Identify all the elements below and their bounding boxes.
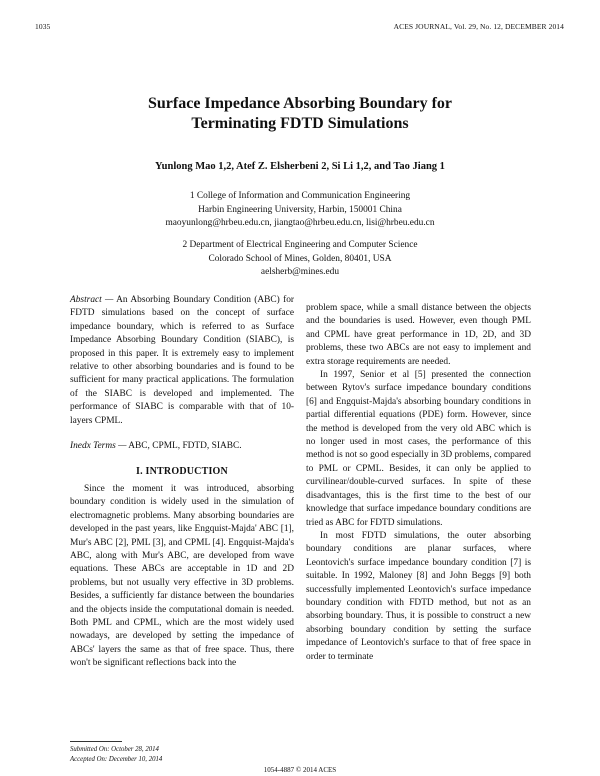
left-column <box>70 294 294 671</box>
abstract <box>70 294 294 428</box>
affiliation-1-line-2: Harbin Engineering University, Harbin, 150001 China <box>198 204 402 215</box>
title-line-1: Surface Impedance Absorbing Boundary for <box>147 95 453 112</box>
intro-paragraph-2: In 1997, Senior et al [5] presented the connection between Rytov's surface impedance boundary conditions [6] and Engquist-Majda's absorbing boundary conditions in partial differential equations (PDE) form. However, since the method is developed from the very old ABC which is no longer used in most cases, the performance of this method is not so good especially in 3D problems, compared to PML or CPML. Besides, it can only be applied to curvilinear/double-curved surfaces. In spite of these disadvantages, this is the first time to the best of our knowledge that surface impedance boundary conditions are tried as ABC for FDTD simulations. <box>306 370 531 528</box>
affiliation-2 <box>0 239 600 280</box>
submission-dates <box>70 745 162 764</box>
affiliation-2-email: aelsherb@mines.edu <box>260 267 340 278</box>
paper-title <box>0 94 600 134</box>
affiliation-1-line-1: 1 College of Information and Communication Engineering <box>189 191 411 201</box>
intro-paragraph-3: In most FDTD simulations, the outer absorbing boundary conditions are planar surfaces, where Leontovich's surface impedance boundary condition [7] is suitable. In 1992, Maloney [8] and John Beggs [9] both successfully implemented Leontovich's surface impedance boundary condition with FDTD method, but not as an absorbing boundary. Thus, it is possible to construct a new absorbing boundary condition by setting the surface impedance of Leontovich's surface to that of free space in order to terminate <box>306 530 531 662</box>
section-heading-introduction: I. INTRODUCTION <box>136 466 228 478</box>
intro-paragraph-1-continued: problem space, while a small distance between the objects and the boundaries is used. However, even though PML and CPML have great performance in 1D, 2D, and 3D problems, these two ABCs are not easy to implement and extra storage requirements are needed. <box>306 303 531 367</box>
index-terms-label: Inedx Terms — <box>70 441 127 452</box>
abstract-text: An Absorbing Boundary Condition (ABC) for FDTD simulations based on the concept of surface impedance boundary, which is referred to as Surface Impedance Absorbing Boundary Condition (SIABC), is proposed in this paper. It is extremely easy to implement relative to other absorbing boundaries and is found to be sufficient for many practical applications. The formulation of the SIABC is developed and implemented. The performance of SIABC is comparable with that of 10-layers CPML. <box>70 295 295 426</box>
copyright-footer: 1054-4887 © 2014 ACES <box>263 766 337 774</box>
abstract-label: Abstract — <box>70 295 114 305</box>
footnote-rule <box>70 741 122 742</box>
right-column <box>306 302 531 664</box>
index-terms <box>70 440 294 453</box>
accepted-date: Accepted On: December 10, 2014 <box>70 755 163 763</box>
affiliation-1 <box>0 190 600 231</box>
page-number: 1035 <box>35 22 51 31</box>
journal-header: ACES JOURNAL, Vol. 29, No. 12, DECEMBER 2014 <box>393 22 564 31</box>
affiliation-1-emails: maoyunlong@hrbeu.edu.cn, jiangtao@hrbeu.edu.cn, lisi@hrbeu.edu.cn <box>165 218 435 229</box>
intro-paragraph-1: Since the moment it was introduced, absorbing boundary condition is widely used in the simulation of electromagnetic problems. Many absorbing boundaries are developed in the past years, like Engquist-Majda' ABC [1], Mur's ABC [2], PML [3], and CPML [4]. Engquist-Majda's ABC, along with Mur's ABC, are developed from wave equations. These ABCs are acceptable in 1D and 2D problems, but not usually very effective in 3D problems. Besides, a sufficiently far distance between the boundaries and the objects inside the computational domain is needed. Both PML and CPML, which are the most widely used nowadays, are developed by setting the impedance of ABCs' layers the same as that of free space. Thus, there won't be significant reflections back into the <box>70 483 294 669</box>
submitted-date: Submitted On: October 28, 2014 <box>70 746 159 753</box>
affiliation-2-line-2: Colorado School of Mines, Golden, 80401, USA <box>208 253 392 264</box>
affiliation-2-line-1: 2 Department of Electrical Engineering and Computer Science <box>182 240 418 250</box>
index-terms-text: ABC, CPML, FDTD, SIABC. <box>128 441 242 452</box>
author-list: Yunlong Mao 1,2, Atef Z. Elsherbeni 2, Si Li 1,2, and Tao Jiang 1 <box>155 161 445 172</box>
title-line-2: Terminating FDTD Simulations <box>191 115 409 132</box>
